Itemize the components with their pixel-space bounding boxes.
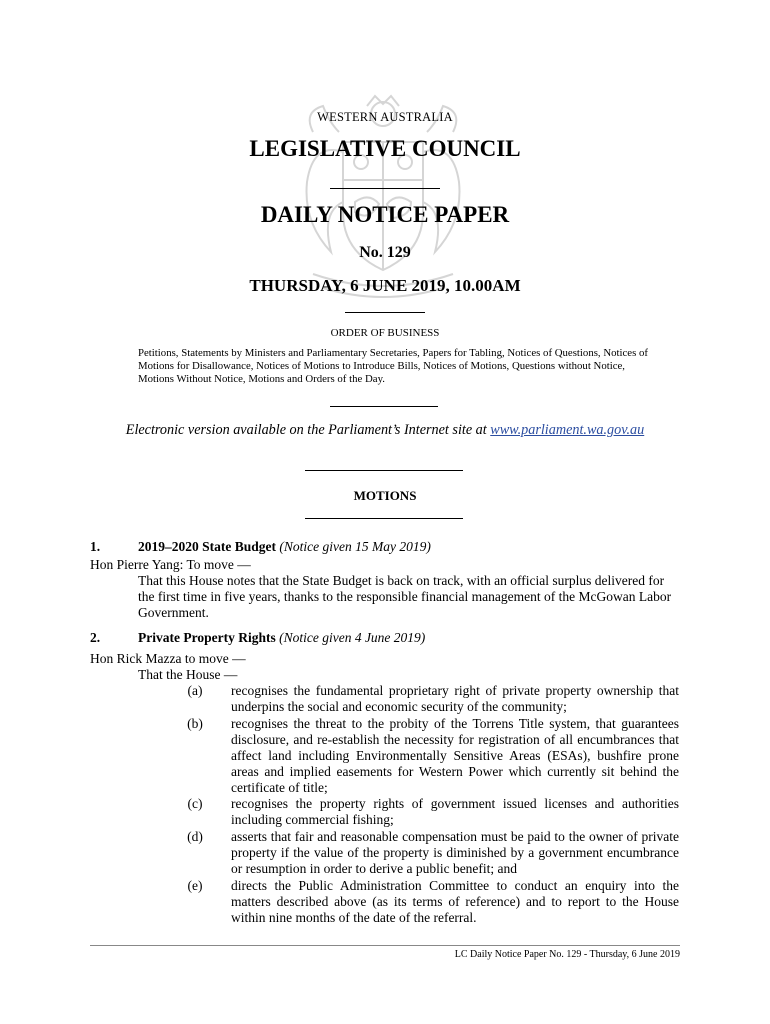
motions-top-divider [305, 470, 463, 471]
footer-divider [90, 945, 680, 946]
motion-item-label: (e) [187, 878, 203, 893]
date-divider [345, 312, 425, 313]
motion-title-line [138, 539, 431, 555]
page-footer: LC Daily Notice Paper No. 129 - Thursday, 6 June 2019 [454, 949, 680, 960]
motion-title: 2019–2020 State Budget [138, 539, 276, 554]
paper-number: No. 129 [359, 244, 411, 261]
motion-item-text: directs the Public Administration Committee to conduct an enquiry into the matters described above (as its terms of reference) and to report to the House within nine months of the date of the referral. [231, 878, 679, 925]
order-of-business-title: ORDER OF BUSINESS [330, 327, 440, 339]
motion-notice-date: (Notice given 4 June 2019) [279, 630, 426, 645]
title-divider [330, 188, 440, 189]
motion-item-text: asserts that fair and reasonable compensation must be paid to the owner of private property if the value of the property is diminished by a government encumbrance or resumption in order to derive a public benefit; and [231, 829, 679, 876]
paper-title: DAILY NOTICE PAPER [260, 202, 510, 227]
motion-number: 2. [90, 630, 101, 645]
motions-heading: MOTIONS [353, 488, 417, 503]
motion-item-label: (a) [187, 683, 203, 698]
motion-mover: Hon Rick Mazza to move — [90, 651, 246, 666]
parliament-website-link[interactable]: www.parliament.wa.gov.au [490, 422, 645, 438]
motion-item-text: recognises the property rights of government issued licenses and authorities including commercial fishing; [231, 796, 679, 827]
state-name: WESTERN AUSTRALIA [317, 110, 453, 124]
motion-item-label: (c) [187, 796, 203, 811]
motions-bottom-divider [305, 518, 463, 519]
motion-mover: Hon Pierre Yang: To move — [90, 557, 251, 572]
house-title: LEGISLATIVE COUNCIL [249, 136, 521, 161]
motion-notice-date: (Notice given 15 May 2019) [279, 539, 431, 554]
motion-intro: That the House — [138, 667, 238, 682]
motion-title-line [138, 630, 425, 646]
electronic-version-text: Electronic version available on the Parliament’s Internet site at [125, 422, 491, 438]
order-of-business-text: Petitions, Statements by Ministers and Parliamentary Secretaries, Papers for Tabling, Notices of Questions, Notices of Motions for Disallowance, Notices of Motions to Introduce Bills, Notices of Motions, Questions without Notice, Motions Without Notice, Motions and Orders of the Day. [138, 347, 648, 385]
motion-item-label: (d) [187, 829, 203, 844]
motion-item-label: (b) [187, 716, 203, 731]
order-divider [330, 406, 438, 407]
motion-title: Private Property Rights [138, 630, 276, 645]
motion-text: That this House notes that the State Budget is back on track, with an official surplus delivered for the first time in five years, thanks to the responsible financial management of the McGowan Labor Government. [138, 573, 672, 620]
sitting-date: THURSDAY, 6 JUNE 2019, 10.00AM [249, 276, 521, 295]
motion-item-text: recognises the fundamental proprietary right of private property ownership that underpins the social and economic security of the community; [231, 683, 679, 714]
motion-item-text: recognises the threat to the probity of the Torrens Title system, that guarantees disclosure, and re-establish the necessity for registration of all encumbrances that affect land including Environmentally Sensitive Areas (ESAs), bushfire prone areas and implied easements for Western Power which currently sit behind the certificate of title; [231, 716, 679, 795]
electronic-version-note [0, 422, 770, 439]
motion-number: 1. [90, 539, 101, 554]
